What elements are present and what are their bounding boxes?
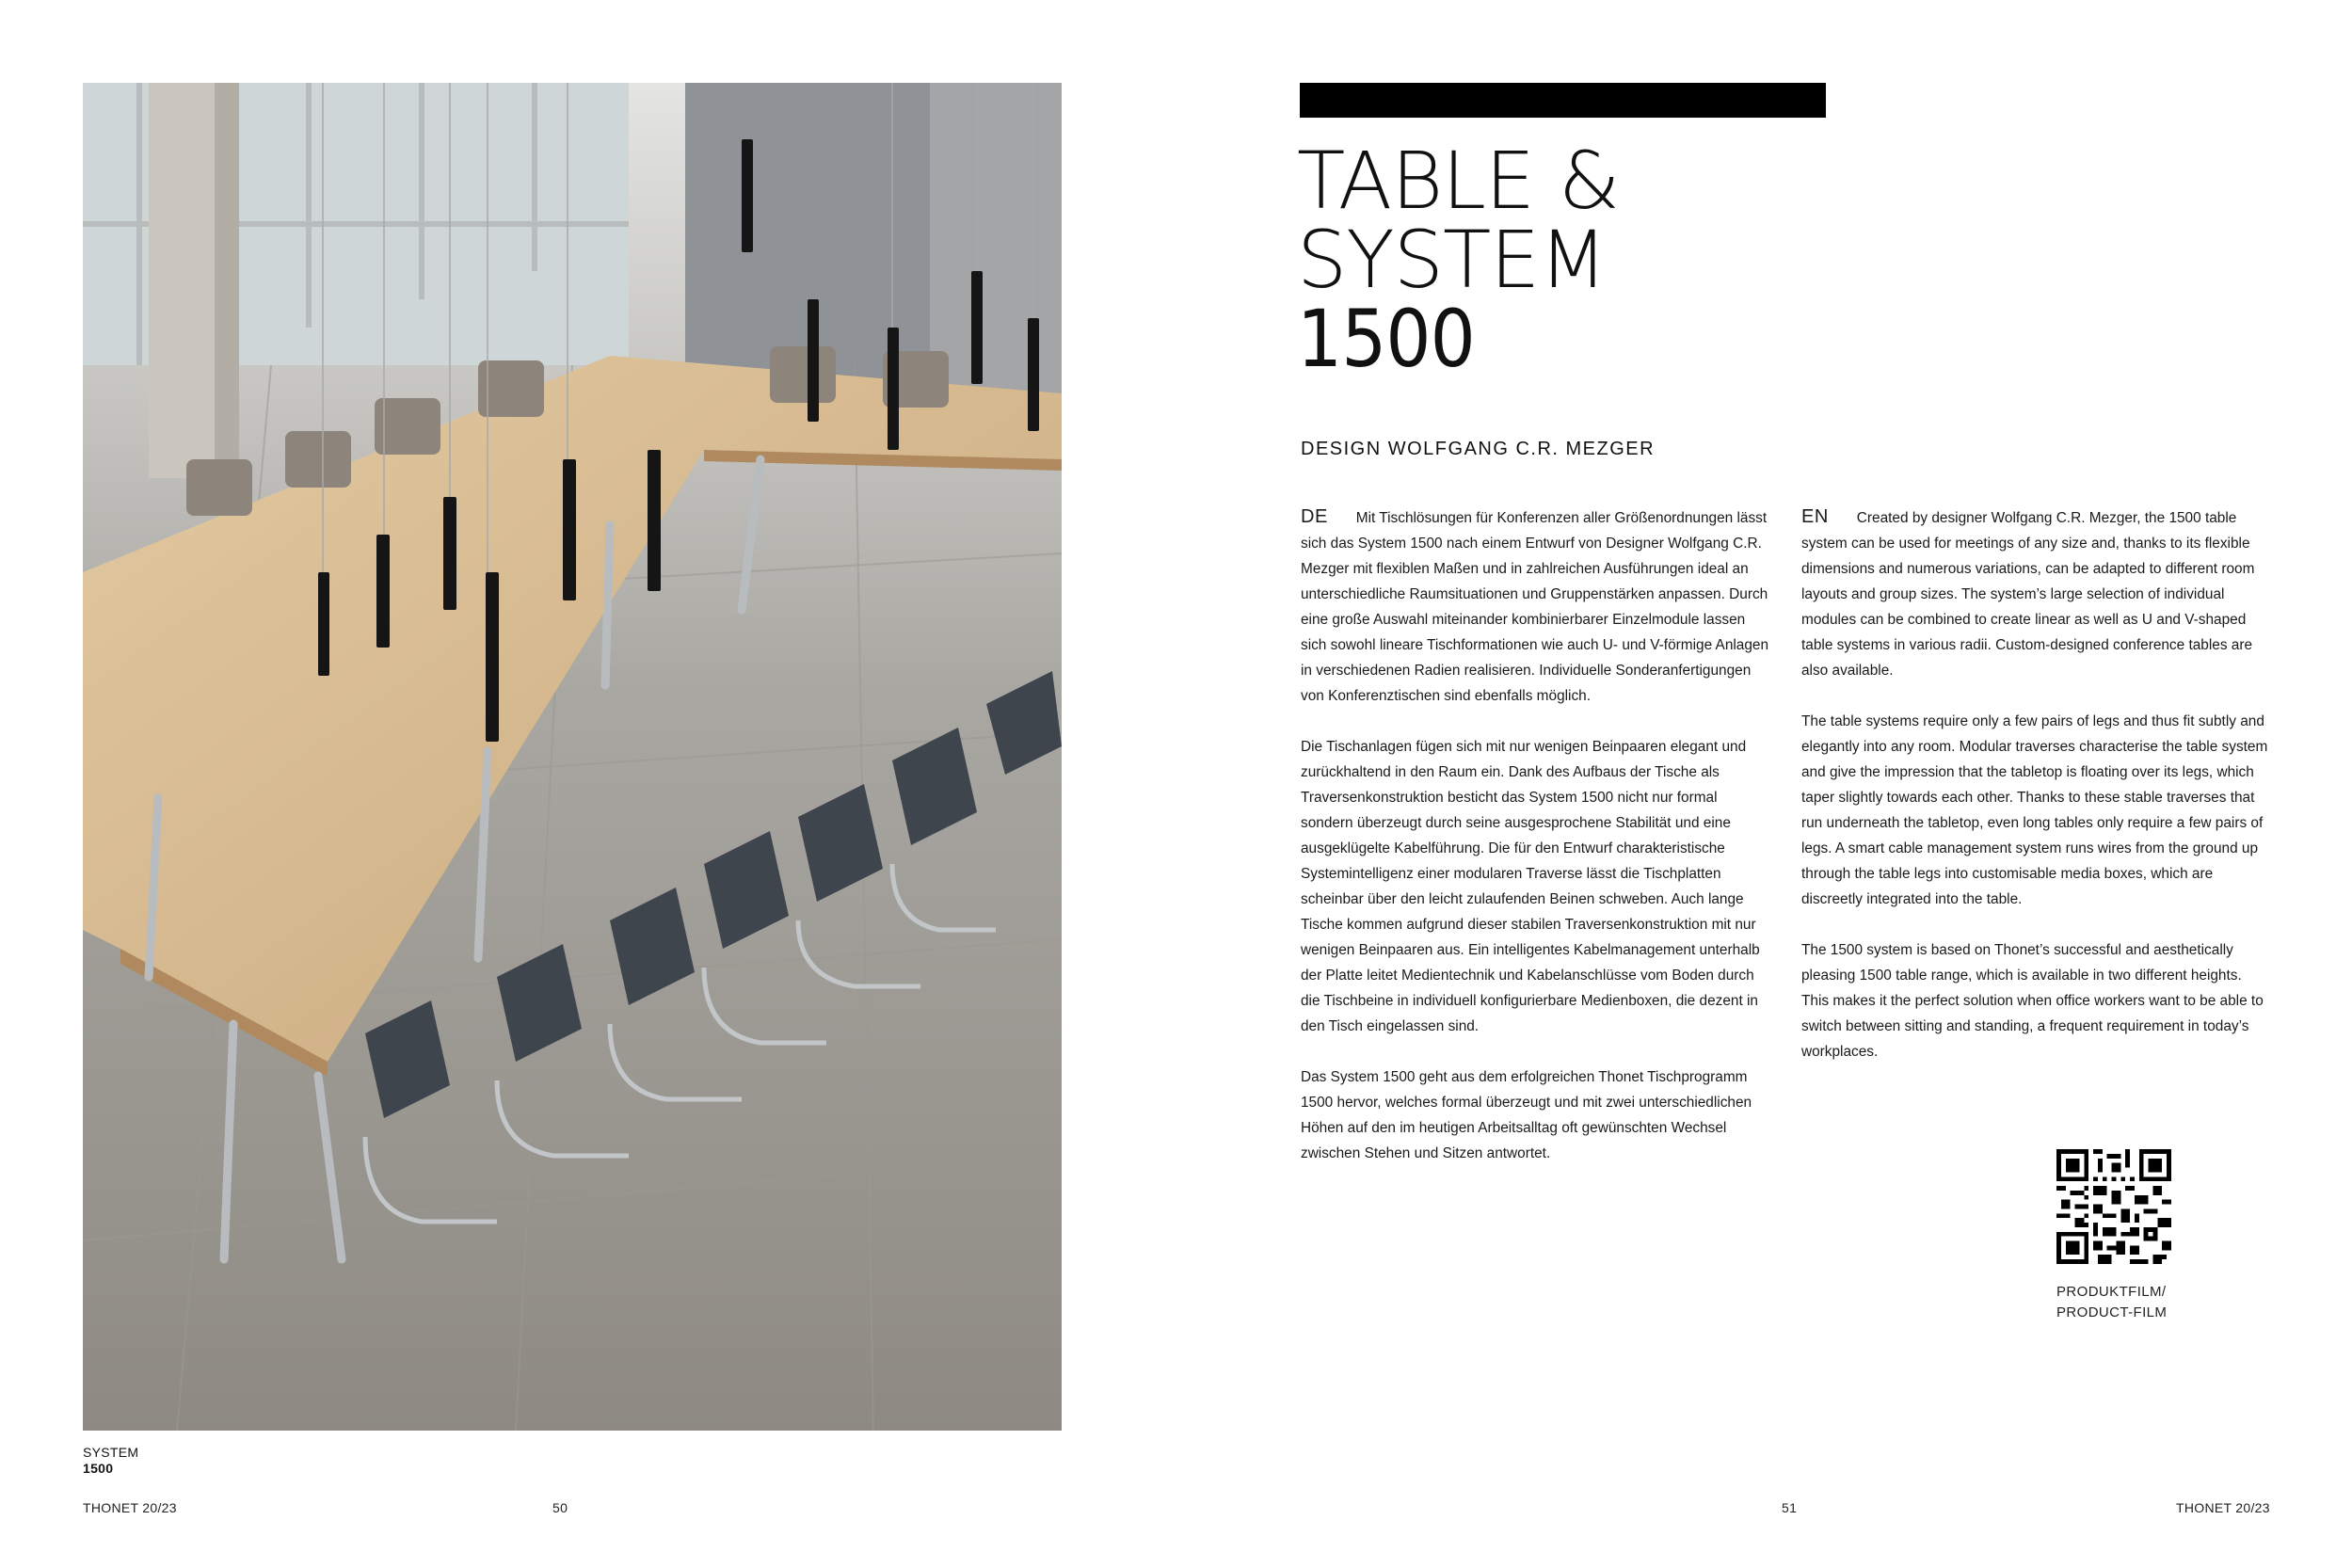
designer-credit: DESIGN WOLFGANG C.R. MEZGER: [1301, 439, 1656, 459]
title-bar: [1300, 83, 1826, 118]
title-line2: SYSTEM: [1297, 214, 1607, 306]
de-paragraph-3: Das System 1500 geht aus dem erfolgreichen Thonet Tischprogramm 1500 hervor, welches formal überzeugt und mit zwei unterschiedlichen Höhen auf den im heutigen Arbeitsalltag oft gewünschten Wechsel zwischen Stehen und Sitzen antwortet.: [1301, 1069, 1752, 1161]
qr-label-line1: PRODUKTFILM/: [2056, 1284, 2167, 1300]
de-language-label: DE: [1301, 506, 1328, 527]
en-paragraph-2: The table systems require only a few pairs of legs and thus fit subtly and elegantly into any room. Modular traverses characterise the table system and give the impression that the tabletop is floating over its legs, which taper slightly towards each other. Thanks to these stable traverses that run underneath the tabletop, even long tables only require a few pairs of legs. A smart cable management system runs wires from the ground up through the table legs into customisable media boxes, which are discreetly integrated into the table.: [1801, 713, 2268, 907]
page-title: [1297, 135, 1620, 385]
caption-line2: 1500: [83, 1461, 114, 1476]
footer-right-page-number: 51: [1782, 1500, 1798, 1515]
en-language-label: EN: [1801, 506, 1829, 527]
english-text-column: [1801, 504, 2272, 1090]
photo-caption: [83, 1445, 138, 1477]
qr-code-label: [2056, 1282, 2167, 1323]
title-line3: 1500: [1297, 293, 1475, 385]
en-paragraph-3: The 1500 system is based on Thonet’s successful and aesthetically pleasing 1500 table range, which is available in two different heights. This makes it the perfect solution when office workers want to be able to switch between sitting and standing, a frequent requirement in today’s workplaces.: [1801, 942, 2264, 1060]
german-text-column: [1301, 504, 1771, 1192]
qr-code[interactable]: [2056, 1149, 2171, 1264]
de-paragraph-1: DE Mit Tischlösungen für Konferenzen aller Größenordnungen lässt sich das System 1500 nach einem Entwurf von Designer Wolfgang C.R. Mezger mit flexiblen Maßen und in zahlreichen Ausführungen ideal an unterschiedliche Raumsituationen und Gruppenstärken anpassen. Durch eine große Auswahl miteinander kombinierbarer Einzelmodule lassen sich sowohl lineare Tischformationen wie auch U- und V-förmige Anlagen in verschiedenen Radien realisieren. Individuelle Sonderanfertigungen von Konferenztischen sind ebenfalls möglich.: [1301, 506, 1769, 704]
footer-left-brand: THONET 20/23: [83, 1500, 177, 1515]
footer-right-brand: THONET 20/23: [2176, 1500, 2270, 1515]
qr-label-line2: PRODUCT-FILM: [2056, 1304, 2168, 1320]
en-paragraph-1: EN Created by designer Wolfgang C.R. Mezger, the 1500 table system can be used for meetings of any size and, thanks to its flexible dimensions and numerous variations, can be adapted to different room layouts and group sizes. The system’s large selection of individual modules can be combined to create linear as well as U and V-shaped table systems in various radii. Custom-designed conference tables are also available.: [1801, 506, 2255, 679]
caption-line1: SYSTEM: [83, 1445, 139, 1460]
de-paragraph-2: Die Tischanlagen fügen sich mit nur wenigen Beinpaaren elegant und zurückhaltend in den Raum ein. Dank des Aufbaus der Tische als Traversenkonstruktion besticht das System 1500 nicht nur formal sondern überzeugt durch seine ausgesprochene Stabilität und eine ausgeklügelte Kabelführung. Die für den Entwurf charakteristische Systemintelligenz einer modularen Traverse lässt die Tischplatten scheinbar über den leicht zulaufenden Beinen schweben. Auch lange Tische kommen aufgrund dieser stabilen Traversenkonstruktion mit nur wenigen Beinpaaren aus. Ein intelligentes Kabelmanagement unterhalb der Platte leitet Medientechnik und Kabelanschlüsse vom Boden durch die Tischbeine in individuell konfigurierbare Medienboxen, die dezent in den Tisch eingelassen sind.: [1301, 739, 1760, 1034]
conference-room-photo: [83, 83, 1062, 1431]
title-line1: TABLE &: [1297, 135, 1620, 227]
footer-left-page-number: 50: [552, 1500, 568, 1515]
